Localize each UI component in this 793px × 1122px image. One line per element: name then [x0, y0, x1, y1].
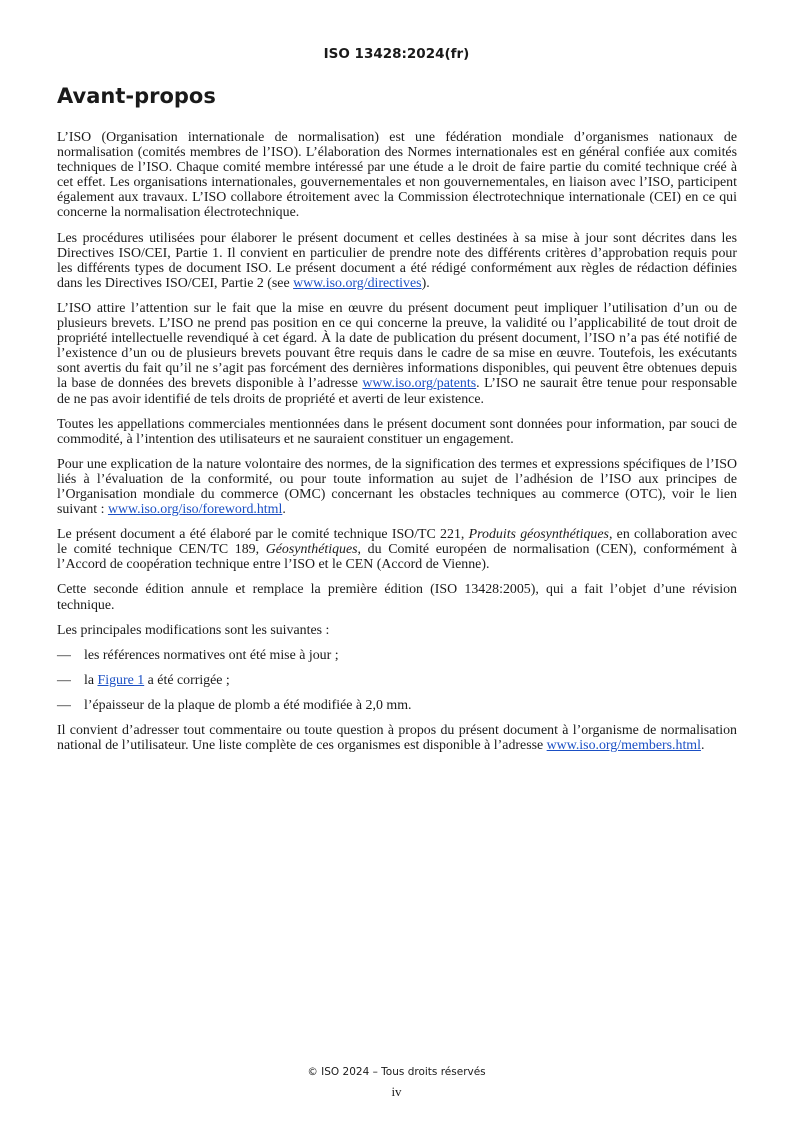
paragraph-voluntary-nature	[57, 457, 737, 517]
committee-name-cen: Géosynthétiques	[265, 542, 358, 558]
paragraph-text: Il convient d’adresser tout commentaire ou toute question à propos du présent document à l’organisme de normalisation national de l’utilisateur. Une liste complète de ces organismes est disponible à l’adresse	[57, 723, 737, 754]
paragraph-edition: Cette seconde édition annule et remplace la première édition (ISO 13428:2005), qui a fait l’objet d’une révision technique.	[57, 582, 737, 613]
paragraph-feedback	[57, 723, 737, 753]
paragraph-text: .	[282, 502, 286, 518]
paragraph-text: , du Comité européen de normalisation (CEN), conformément à l’Accord de coopération technique entre l’ISO et le CEN (Accord de Vienne).	[57, 542, 738, 573]
list-item-text: l’épaisseur de la plaque de plomb a été modifiée à 2,0 mm.	[84, 697, 412, 713]
members-link[interactable]: www.iso.org/members.html	[546, 738, 701, 754]
document-id-header: ISO 13428:2024(fr)	[323, 46, 470, 62]
paragraph-text: , en collaboration avec le comité technique CEN/TC 189,	[57, 527, 737, 558]
foreword-link[interactable]: www.iso.org/iso/foreword.html	[107, 502, 283, 518]
paragraph-iso-intro: L’ISO (Organisation internationale de normalisation) est une fédération mondiale d’organismes nationaux de normalisation (comités membres de l’ISO). L’élaboration des Normes internationales est en général confiée aux comités techniques de l’ISO. Chaque comité membre intéressé par une étude a le droit de faire partie du comité technique créé à cet effet. Les organisations internationales, gouvernementales et non gouvernementales, en liaison avec l’ISO, participent également aux travaux. L’ISO collabore étroitement avec la Commission électrotechnique internationale (CEI) en ce qui concerne la normalisation électrotechnique.	[57, 130, 737, 221]
paragraph-trade-names: Toutes les appellations commerciales mentionnées dans le présent document sont données pour information, par souci de commodité, à l’intention des utilisateurs et ne sauraient constituer un engagement.	[57, 416, 737, 447]
dash-bullet: —	[57, 697, 71, 713]
paragraph-committee	[57, 527, 737, 572]
list-item-text-part: la	[84, 672, 98, 688]
list-item-text: les références normatives ont été mise à jour ;	[84, 647, 339, 663]
list-item-text	[84, 673, 230, 688]
paragraph-patents	[57, 301, 737, 407]
foreword-body	[57, 130, 737, 763]
directives-link[interactable]: www.iso.org/directives	[293, 275, 422, 291]
list-item	[57, 698, 737, 713]
paragraph-text: . L’ISO ne saurait être tenue pour responsable de ne pas avoir identifié de tels droits de propriété et averti de leur existence.	[57, 376, 737, 407]
paragraph-text: .	[700, 738, 705, 754]
paragraph-text: Le présent document a été élaboré par le comité technique ISO/TC 221,	[57, 527, 469, 543]
dash-bullet: —	[57, 672, 71, 688]
paragraph-text: Les procédures utilisées pour élaborer le présent document et celles destinées à sa mise à jour sont décrites dans les Directives ISO/CEI, Partie 1. Il convient en particulier de prendre note des différents critères d’approbation requis pour les différents types de document ISO. Le présent document a été rédigé conformément aux règles de rédaction définies dans les Directives ISO/CEI, Partie 2 (see	[57, 230, 737, 291]
committee-name-iso: Produits géosynthétiques	[468, 527, 609, 543]
copyright-footer: © ISO 2024 – Tous droits réservés	[307, 1066, 486, 1078]
list-item	[57, 673, 737, 688]
figure-1-link[interactable]: Figure 1	[97, 672, 145, 688]
list-item-text-part: a été corrigée ;	[144, 672, 230, 688]
paragraph-text: ).	[421, 275, 430, 291]
dash-bullet: —	[57, 647, 71, 663]
paragraph-procedures	[57, 231, 737, 291]
paragraph-text: L’ISO attire l’attention sur le fait que la mise en œuvre du présent document peut impliquer l’utilisation d’un ou de plusieurs brevets. L’ISO ne prend pas position en ce qui concerne la preuve, la validité ou l’applicabilité de tout droit de propriété intellectuelle revendiqué à cet égard. À la date de publication du présent document, l’ISO n’a pas été notifié de l’existence d’un ou de plusieurs brevets pouvant être requis dans le cadre de sa mise en œuvre. Toutefois, les exécutants sont avertis du fait qu’il ne s’agit pas forcément des dernières informations disponibles, qui peuvent être obtenues depuis la base de données des brevets disponible à l’adresse	[57, 300, 737, 392]
page-number: iv	[391, 1084, 402, 1099]
paragraph-changes-intro: Les principales modifications sont les suivantes :	[57, 622, 330, 638]
patents-link[interactable]: www.iso.org/patents	[362, 376, 477, 392]
page-title: Avant-propos	[57, 84, 216, 108]
paragraph-text: Pour une explication de la nature volontaire des normes, de la signification des termes et expressions spécifiques de l’ISO liés à l’évaluation de la conformité, ou pour toute information au sujet de l’adhésion de l’ISO aux principes de l’Organisation mondiale du commerce (OMC) concernant les obstacles techniques au commerce (OTC), voir le lien suivant :	[57, 456, 737, 518]
list-item	[57, 648, 737, 663]
